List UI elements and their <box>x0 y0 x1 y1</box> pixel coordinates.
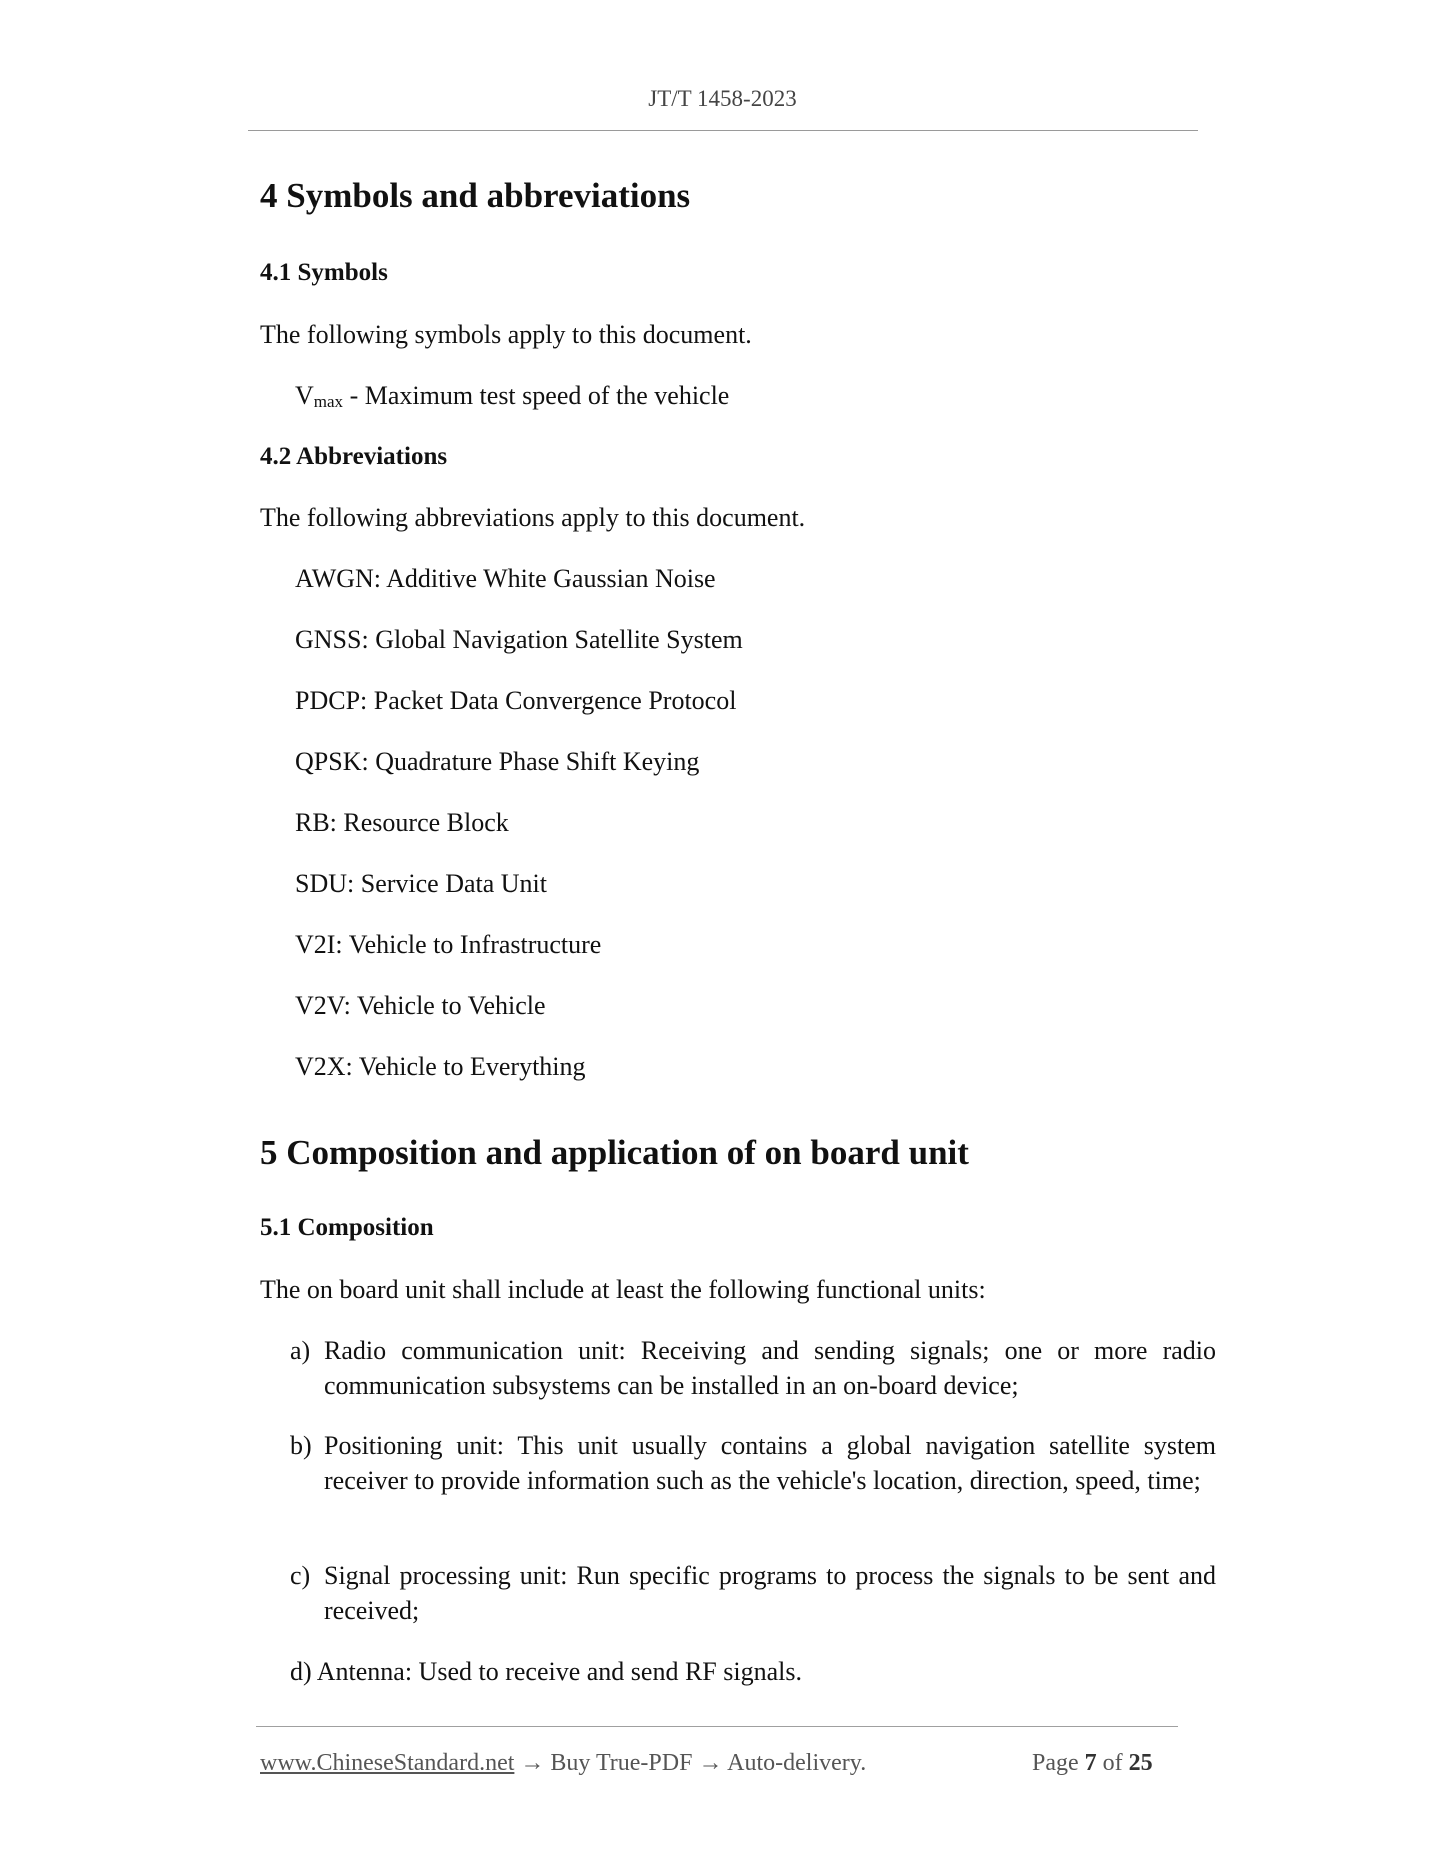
composition-list-item <box>290 1333 1216 1403</box>
section-5-heading: 5 Composition and application of on board unit <box>260 1133 969 1172</box>
list-item-text: Signal processing unit: Run specific programs to process the signals to be sent and received; <box>324 1561 1216 1625</box>
section-4-heading: 4 Symbols and abbreviations <box>260 176 691 215</box>
section-5-1-heading: 5.1 Composition <box>260 1214 434 1241</box>
composition-intro: The on board unit shall include at least the following functional units: <box>260 1275 986 1304</box>
footer-buy-text: Buy True-PDF <box>550 1750 693 1776</box>
total-pages: 25 <box>1128 1750 1153 1776</box>
abbreviation-item: V2I: Vehicle to Infrastructure <box>295 930 602 959</box>
symbol-subscript: max <box>313 392 344 411</box>
list-item-text: Antenna: Used to receive and send RF signals. <box>316 1657 802 1686</box>
arrow-right-icon: → <box>698 1750 723 1776</box>
section-4-2-heading: 4.2 Abbreviations <box>260 443 448 470</box>
abbreviations-intro: The following abbreviations apply to this document. <box>260 503 806 532</box>
composition-list-item <box>290 1428 1216 1498</box>
composition-list-item <box>290 1558 1216 1628</box>
list-item-text: Radio communication unit: Receiving and sending signals; one or more radio communication subsystems can be installed in an on-board device; <box>324 1336 1216 1400</box>
page-number <box>1032 1748 1153 1778</box>
abbreviation-item: RB: Resource Block <box>295 808 509 837</box>
abbreviation-item: QPSK: Quadrature Phase Shift Keying <box>295 747 700 776</box>
of-label: of <box>1102 1750 1123 1776</box>
symbol-description: - Maximum test speed of the vehicle <box>343 381 730 410</box>
list-item-text: Positioning unit: This unit usually contains a global navigation satellite system receiver to provide information such as the vehicle's location, direction, speed, time; <box>324 1431 1216 1495</box>
section-4-1-heading: 4.1 Symbols <box>260 259 388 286</box>
page-header-title: JT/T 1458-2023 <box>648 86 797 111</box>
list-marker: b) <box>290 1431 312 1460</box>
symbol-main: V <box>295 381 314 410</box>
symbol-vmax <box>295 381 729 417</box>
arrow-right-icon: → <box>520 1750 545 1776</box>
abbreviation-item: V2V: Vehicle to Vehicle <box>295 991 546 1020</box>
composition-list-item <box>290 1654 1182 1689</box>
abbreviation-item: AWGN: Additive White Gaussian Noise <box>295 564 716 593</box>
current-page: 7 <box>1084 1750 1097 1776</box>
list-marker: a) <box>290 1336 311 1365</box>
abbreviation-item: GNSS: Global Navigation Satellite System <box>295 625 743 654</box>
chinese-standard-link[interactable]: www.ChineseStandard.net <box>260 1750 515 1776</box>
abbreviation-item: SDU: Service Data Unit <box>295 869 548 898</box>
footer-delivery-text: Auto-delivery. <box>727 1750 867 1776</box>
footer-divider <box>256 1726 1178 1727</box>
list-marker: c) <box>290 1561 311 1590</box>
page-label: Page <box>1032 1750 1079 1776</box>
list-marker: d) <box>290 1657 312 1686</box>
symbols-intro: The following symbols apply to this document. <box>260 320 752 349</box>
abbreviation-item: PDCP: Packet Data Convergence Protocol <box>295 686 737 715</box>
footer-promo <box>260 1748 866 1778</box>
header-divider <box>248 130 1198 131</box>
abbreviation-item: V2X: Vehicle to Everything <box>295 1052 586 1081</box>
